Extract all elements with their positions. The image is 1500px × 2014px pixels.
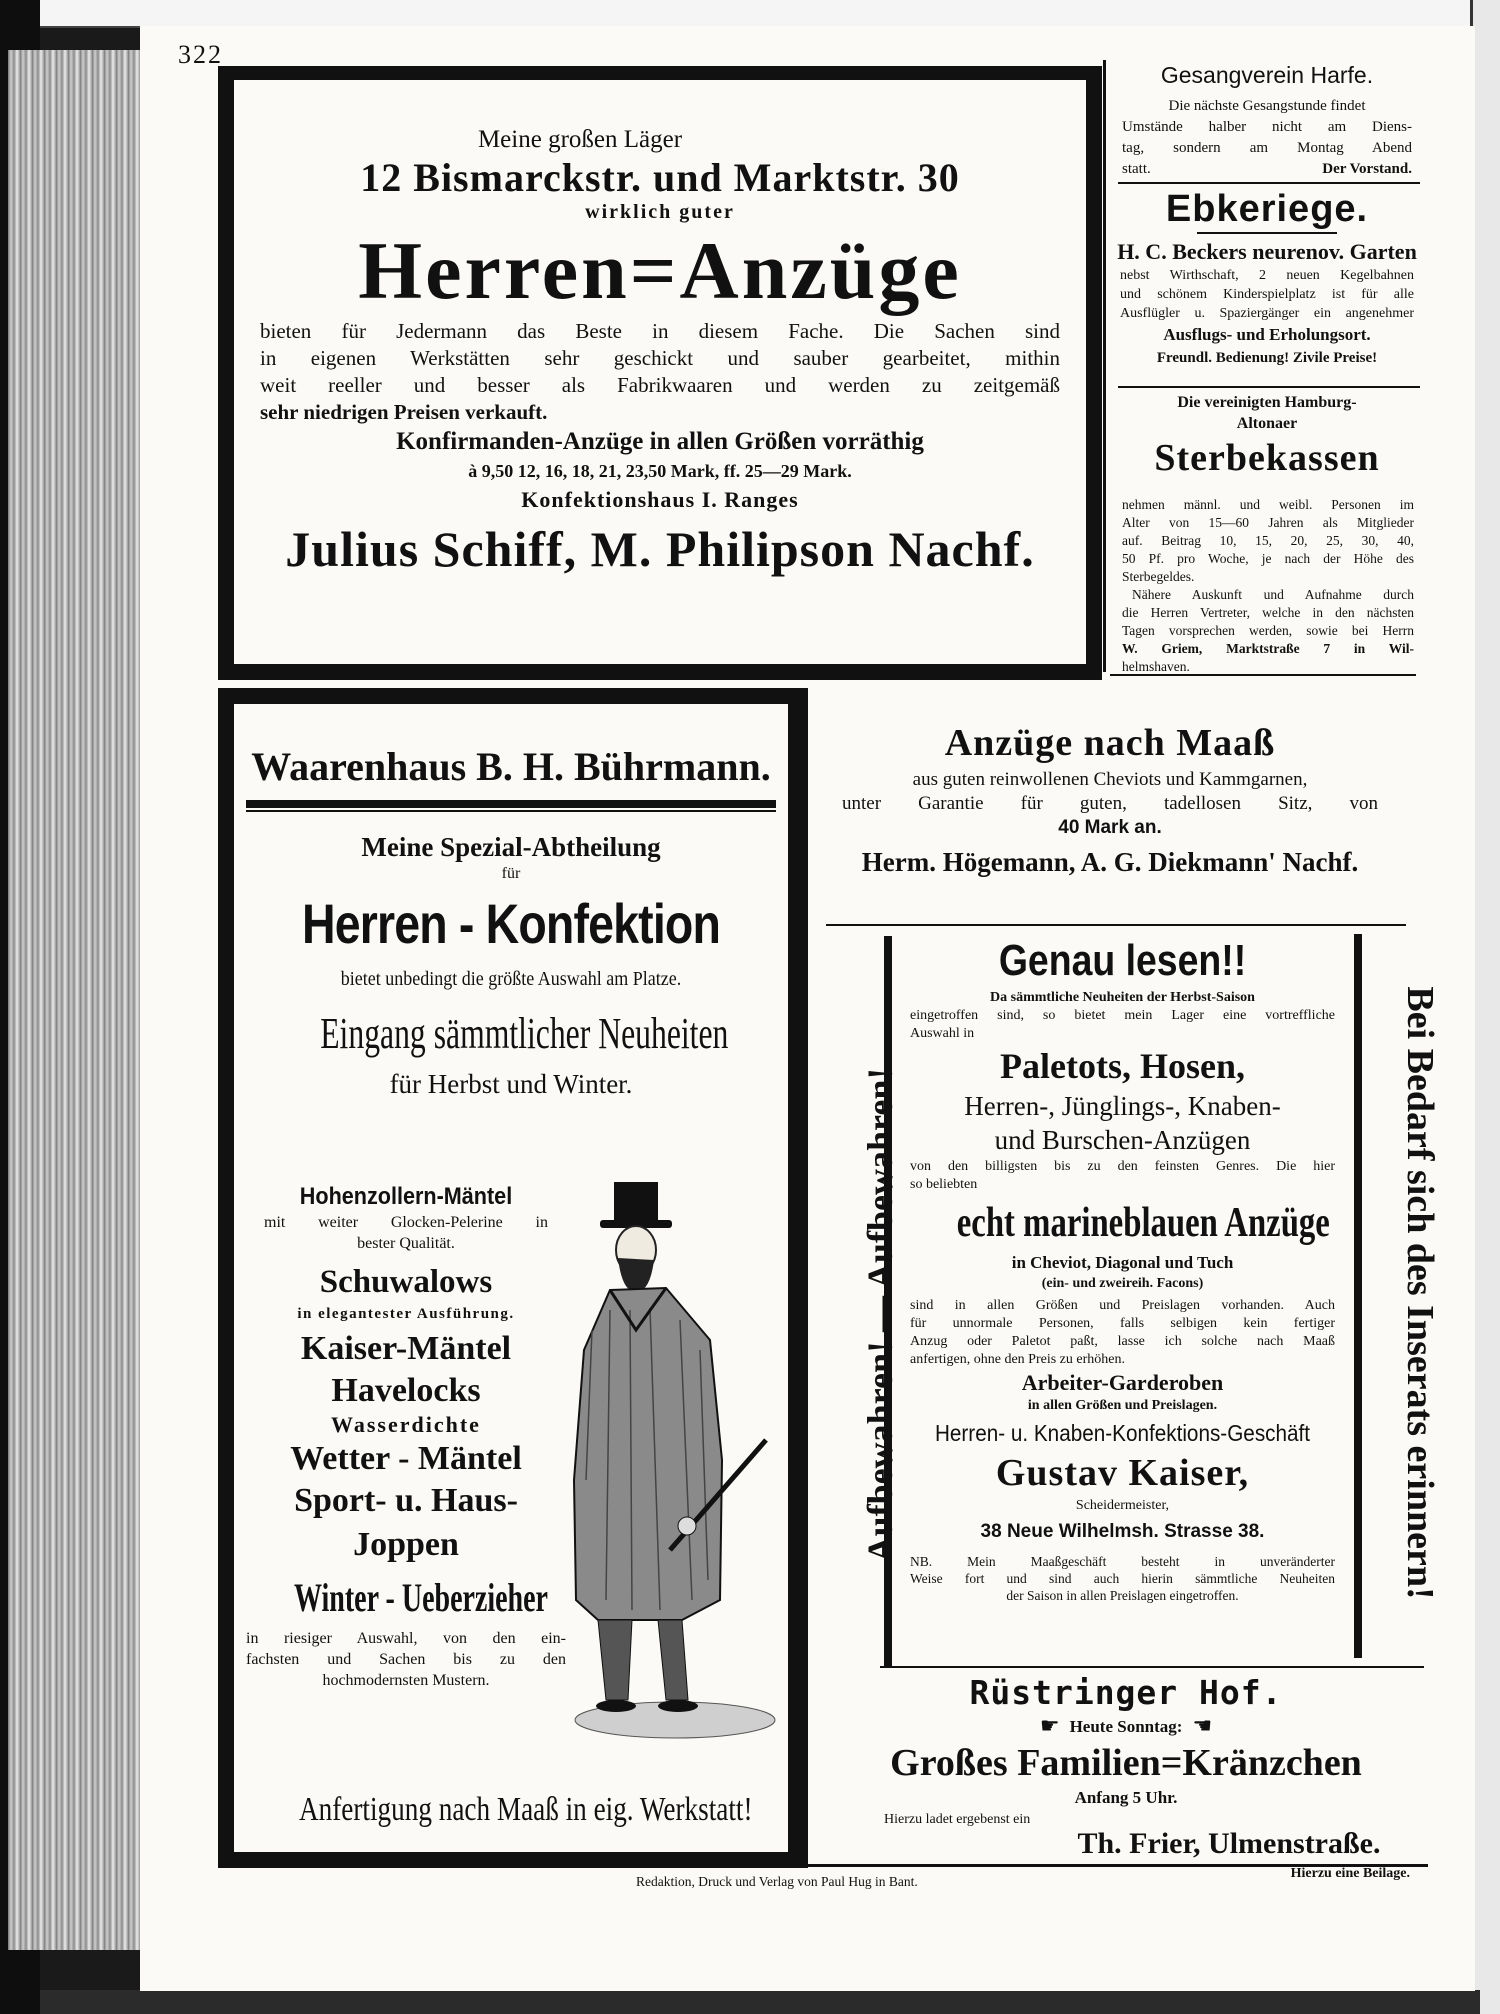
ad-line: Die nächste Gesangstunde findet xyxy=(1168,98,1366,114)
ad-body: in eigenen Werkstätten sehr geschickt und sauber gearbeitet, mithin xyxy=(260,346,1060,370)
ad-line: der Saison in allen Preislagen eingetroffen. xyxy=(1006,1588,1239,1603)
ad-line: fachsten und Sachen bis zu den xyxy=(246,1651,566,1668)
ad-signature: Der Vorstand. xyxy=(1322,161,1412,177)
ad-side-text-left: Aufbewahren! — Aufbewahren! xyxy=(860,1067,900,1563)
pointing-hand-icon: ☛ xyxy=(1039,1714,1060,1739)
ad-sterbekassen xyxy=(1112,392,1422,482)
ad-line: Wetter - Mäntel xyxy=(290,1440,522,1477)
ad-line: von den billigsten bis zu den feinsten Genres. Die hier xyxy=(910,1159,1335,1174)
ad-line: statt. xyxy=(1122,161,1151,177)
ad-signature: Julius Schiff, M. Philipson Nachf. xyxy=(285,521,1035,577)
ad-title: Anzüge nach Maaß xyxy=(944,722,1276,764)
ad-line: Altonaer xyxy=(1236,415,1298,432)
ad-line: Schuwalows xyxy=(319,1264,493,1300)
ad-julius-schiff xyxy=(240,126,1080,582)
ad-divider xyxy=(1118,386,1420,388)
ad-line: mit weiter Glocken-Pelerine in xyxy=(264,1214,548,1231)
ad-line: Weise fort und sind auch hierin sämmtliche Neuheiten xyxy=(910,1571,1335,1586)
ad-title: Rüstringer Hof. xyxy=(969,1673,1283,1712)
ad-side-text-right: Bei Bedarf sich des Inserats erinnern! xyxy=(1399,986,1441,1600)
ad-line: Freundl. Bedienung! Zivile Preise! xyxy=(1156,350,1378,366)
ad-line: Alter von 15—60 Jahren als Mitglieder xyxy=(1122,515,1414,530)
ad-line: Tagen vorsprechen werden, sowie bei Herrn xyxy=(1122,623,1414,638)
ad-line: so beliebten xyxy=(910,1177,978,1192)
ad-divider xyxy=(880,1666,1424,1668)
ad-line: Herren- u. Knaben-Konfektions-Geschäft xyxy=(934,1420,1311,1446)
ad-line: Joppen xyxy=(353,1526,459,1563)
ad-line: Hierzu ladet ergebenst ein xyxy=(884,1812,1031,1827)
ad-line: die Herren Vertreter, welche in den nächsten xyxy=(1122,605,1414,620)
ad-line: Die vereinigten Hamburg- xyxy=(1177,394,1357,411)
ad-line: wirklich guter xyxy=(585,201,735,223)
ad-line: Sterbegeldes. xyxy=(1122,569,1195,584)
ad-line: hochmodernsten Mustern. xyxy=(322,1672,490,1689)
ad-line: anfertigen, ohne den Preis zu erhöhen. xyxy=(910,1352,1125,1367)
ad-title: Ebkeriege. xyxy=(1165,188,1369,230)
ad-line: Arbeiter-Garderoben xyxy=(1021,1370,1224,1395)
top-edge xyxy=(40,0,1480,28)
beilage-note: Hierzu eine Beilage. xyxy=(1290,1866,1410,1881)
ad-line: Großes Familien=Kränzchen xyxy=(890,1742,1362,1784)
ad-line: auf. Beitrag 10, 15, 20, 25, 30, 40, xyxy=(1122,533,1414,548)
ad-ruestringer xyxy=(836,1672,1416,1809)
ad-line: W. Griem, Marktstraße 7 in Wil- xyxy=(1122,641,1414,656)
ad-line: tag, sondern am Montag Abend xyxy=(1122,140,1412,156)
ad-ebkeriege xyxy=(1112,186,1422,369)
ad-line: nehmen männl. und weibl. Personen im xyxy=(1122,497,1414,512)
ad-line: für Herbst und Winter. xyxy=(389,1069,633,1099)
ad-line: bietet unbedingt die größte Auswahl am Platze. xyxy=(340,968,682,990)
ad-line: Eingang sämmtlicher Neuheiten xyxy=(320,1009,729,1058)
ad-prices: à 9,50 12, 16, 18, 21, 23,50 Mark, ff. 25—29 Mark. xyxy=(468,461,852,481)
ad-line: Hohenzollern-Mäntel xyxy=(299,1183,513,1210)
ad-hoegemann xyxy=(820,718,1400,884)
ad-line: 40 Mark an. xyxy=(1058,817,1162,838)
ad-line: Meine Spezial-Abtheilung xyxy=(361,832,661,862)
ad-line: für unnormale Personen, falls selbigen kein fertiger xyxy=(910,1316,1335,1331)
ad-line: Herren-, Jünglings-, Knaben- xyxy=(964,1091,1281,1121)
ad-line: H. C. Beckers neurenov. Garten xyxy=(1117,239,1417,264)
ad-line: bester Qualität. xyxy=(357,1235,455,1252)
ad-line: und Burschen-Anzügen xyxy=(994,1125,1251,1155)
ad-title: Genau lesen!! xyxy=(998,936,1247,985)
ad-line: und schönem Kinderspielplatz ist für alle xyxy=(1120,287,1414,302)
ad-line: Heute Sonntag: xyxy=(1069,1716,1183,1736)
ad-harfe-body xyxy=(1122,96,1412,180)
ad-signature: Th. Frier, Ulmenstraße. xyxy=(1077,1827,1381,1860)
ad-line: Anfang 5 Uhr. xyxy=(1074,1788,1178,1807)
ad-line: Konfirmanden-Anzüge in allen Größen vorräthig xyxy=(396,428,924,455)
ad-kaiser xyxy=(910,934,1335,1604)
ad-line: (ein- und zweireih. Facons) xyxy=(1041,1276,1204,1291)
ad-line: helmshaven. xyxy=(1122,659,1190,674)
ad-line: Sport- u. Haus- xyxy=(294,1482,518,1519)
ad-line: für xyxy=(501,865,521,882)
ad-line: eingetroffen sind, so bietet mein Lager eine vortreffliche xyxy=(910,1008,1335,1023)
ad-signature: Herm. Högemann, A. G. Diekmann' Nachf. xyxy=(861,847,1359,877)
ad-line: 50 Pf. pro Woche, je nach der Höhe des xyxy=(1122,551,1414,566)
ad-title: Gesangverein Harfe. xyxy=(1160,62,1374,88)
ad-line: in elegantester Ausführung. xyxy=(297,1306,515,1322)
ad-line: Konfektionshaus I. Ranges xyxy=(521,487,799,512)
ad-divider xyxy=(1118,182,1420,184)
ad-line: in allen Größen und Preislagen. xyxy=(1027,1398,1218,1413)
ad-divider xyxy=(1110,674,1416,676)
ad-line: 12 Bismarckstr. und Marktstr. 30 xyxy=(360,155,960,200)
ad-short-rule xyxy=(1197,232,1337,234)
ad-line: Da sämmtliche Neuheiten der Herbst-Saison xyxy=(990,990,1255,1005)
ad-line: Wasserdichte xyxy=(331,1412,481,1437)
ad-line: Auswahl in xyxy=(910,1026,975,1041)
bottom-edge xyxy=(40,1990,1480,2014)
ad-line: Umstände halber nicht am Diens- xyxy=(1122,119,1412,135)
pointing-hand-icon: ☚ xyxy=(1192,1714,1213,1739)
gentleman-illustration xyxy=(570,1180,780,1740)
ad-line: Scheidermeister, xyxy=(1075,1498,1170,1513)
ad-harfe xyxy=(1112,60,1422,90)
ad-line: Anzug oder Paletot paßt, lasse ich solche nach Maaß xyxy=(910,1334,1335,1349)
ad-headline: Herren=Anzüge xyxy=(358,225,962,316)
ad-line: Paletots, Hosen, xyxy=(1000,1046,1245,1086)
ad-title: Waarenhaus B. H. Bührmann. xyxy=(251,744,771,789)
ad-line: in riesiger Auswahl, von den ein- xyxy=(246,1630,566,1647)
ad-line: in Cheviot, Diagonal und Tuch xyxy=(1011,1253,1234,1272)
ad-line: Havelocks xyxy=(331,1372,481,1409)
ad-line: unter Garantie für guten, tadellosen Sitz, von xyxy=(842,793,1378,814)
imprint: Redaktion, Druck und Verlag von Paul Hug in Bant. xyxy=(636,1874,918,1889)
ad-rule xyxy=(246,800,776,808)
ad-headline: Herren - Konfektion xyxy=(301,892,721,955)
ad-line: Ausflügler u. Spaziergänger ein angenehmer xyxy=(1120,306,1414,321)
ad-line: Ausflugs- und Erholungsort. xyxy=(1163,325,1371,344)
ad-kaiser-rule-right xyxy=(1354,934,1362,1658)
ad-sterbekassen-body xyxy=(1122,496,1414,676)
ad-body: bieten für Jedermann das Beste in diesem Fache. Die Sachen sind xyxy=(260,319,1060,343)
page-number: 322 xyxy=(178,40,223,69)
ad-line: Winter - Ueberzieher xyxy=(294,1575,548,1620)
column-rule xyxy=(1103,60,1106,672)
ad-line: Kaiser-Mäntel xyxy=(300,1330,512,1367)
ad-body: weit reeller und besser als Fabrikwaaren und werden zu zeitgemäß xyxy=(260,373,1060,397)
ad-line: Nähere Auskunft und Aufnahme durch xyxy=(1132,587,1414,602)
ad-buehrmann-list xyxy=(246,1182,566,1691)
ad-title: Sterbekassen xyxy=(1154,437,1380,479)
ad-line: echt marineblauen Anzüge xyxy=(956,1200,1330,1246)
ad-divider xyxy=(826,924,1406,926)
ad-body: sehr niedrigen Preisen verkauft. xyxy=(260,400,548,424)
ad-rule xyxy=(246,810,776,812)
ad-line: Gustav Kaiser, xyxy=(995,1452,1250,1494)
ad-footer: Anfertigung nach Maaß in eig. Werkstatt! xyxy=(299,1791,753,1828)
ad-line: Meine großen Läger xyxy=(477,126,683,153)
ad-line: 38 Neue Wilhelmsh. Strasse 38. xyxy=(980,1521,1265,1542)
ad-buehrmann xyxy=(246,738,776,1100)
ad-line: aus guten reinwollenen Cheviots und Kammgarnen, xyxy=(912,769,1308,790)
ad-line: nebst Wirthschaft, 2 neuen Kegelbahnen xyxy=(1120,268,1414,283)
page-stack-edge xyxy=(8,50,140,1950)
ad-line: NB. Mein Maaßgeschäft besteht in unveränderter xyxy=(910,1554,1335,1569)
ad-line: sind in allen Größen und Preislagen vorhanden. Auch xyxy=(910,1298,1335,1313)
